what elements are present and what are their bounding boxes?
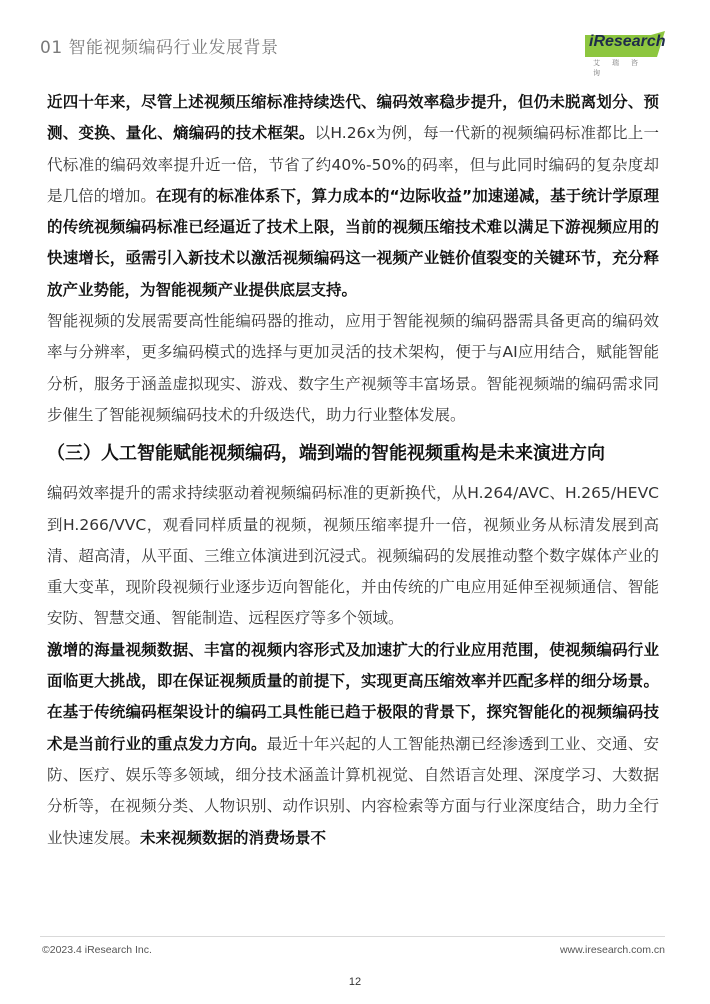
bold-run: 近四十年来，尽管上述视频压缩标准持续迭代、编码效率稳步提升，但仍未脱离划分、预测、变换、量化、熵编码的技术框架。: [47, 93, 659, 143]
paragraph-standards-evolution: [47, 87, 659, 306]
bold-run: 在现有的标准体系下，算力成本的“边际收益”加速递减，基于统计学原理的传统视频编码标准已经逼近了技术上限，当前的视频压缩技术难以满足下游视频应用的快速增长，亟需引入新技术以激活视频编码这一视频产业链价值裂变的关键环节，充分释放产业势能，为智能视频产业提供底层支持。: [47, 186, 659, 299]
bold-run: 未来视频数据的消费场景不: [140, 828, 327, 847]
paragraph-efficiency-demand: 编码效率提升的需求持续驱动着视频编码标准的更新换代，从H.264/AVC、H.265/HEVC到H.266/VVC，观看同样质量的视频，视频压缩率提升一倍，视频业务从标清发展到高清、超高清，从平面、三维立体演进到沉浸式。视频编码的发展推动整个数字媒体产业的重大变革，现阶段视频行业逐步迈向智能化，并由传统的广电应用延伸至视频通信、智能安防、智慧交通、智能制造、远程医疗等多个领域。: [47, 484, 659, 628]
text-run: 以H.26x为例，每一代新的视频编码标准都比上一代标准的编码效率提升近一倍，节省了约40%-50%的码率，但与此同时编码的复杂度却是几倍的增加。: [47, 124, 659, 205]
iresearch-logo: [585, 28, 666, 77]
paragraph-smart-video-encoder: 智能视频的发展需要高性能编码器的推动，应用于智能视频的编码器需具备更高的编码效率与分辨率，更多编码模式的选择与更加灵活的技术架构，便于与AI应用结合，赋能智能分析，服务于涵盖虚拟现实、游戏、数字生产视频等丰富场景。智能视频端的编码需求同步催生了智能视频编码技术的升级迭代，助力行业整体发展。: [47, 312, 659, 424]
footer-website-link[interactable]: www.iresearch.com.cn: [559, 944, 665, 956]
logo-wordmark: iResearch: [589, 33, 666, 50]
page-header-title: 01 智能视频编码行业发展背景: [40, 38, 279, 58]
article-body: [47, 87, 659, 854]
footer-divider: [40, 936, 665, 937]
section-heading: （三）人工智能赋能视频编码，端到端的智能视频重构是未来演进方向: [47, 443, 605, 465]
bold-run: 激增的海量视频数据、丰富的视频内容形式及加速扩大的行业应用范围，使视频编码行业面临更大挑战，即在保证视频质量的前提下，实现更高压缩效率并匹配多样的细分场景。在基于传统编码框架设计的编码工具性能已趋于极限的背景下，探究智能化的视频编码技术是当前行业的重点发力方向。: [47, 640, 659, 753]
text-run: 最近十年兴起的人工智能热潮已经渗透到工业、交通、安防、医疗、娱乐等多领域，细分技术涵盖计算机视觉、自然语言处理、深度学习、大数据分析等，在视频分类、人物识别、动作识别、内容检索等方面与行业深度结合，助力全行业快速发展。: [47, 734, 659, 847]
logo-subtitle: 艾瑞咨询: [593, 59, 650, 77]
footer-copyright: ©2023.4 iResearch Inc.: [42, 944, 152, 956]
paragraph-ai-encoding: [47, 635, 659, 854]
page-number: 12: [348, 976, 362, 988]
